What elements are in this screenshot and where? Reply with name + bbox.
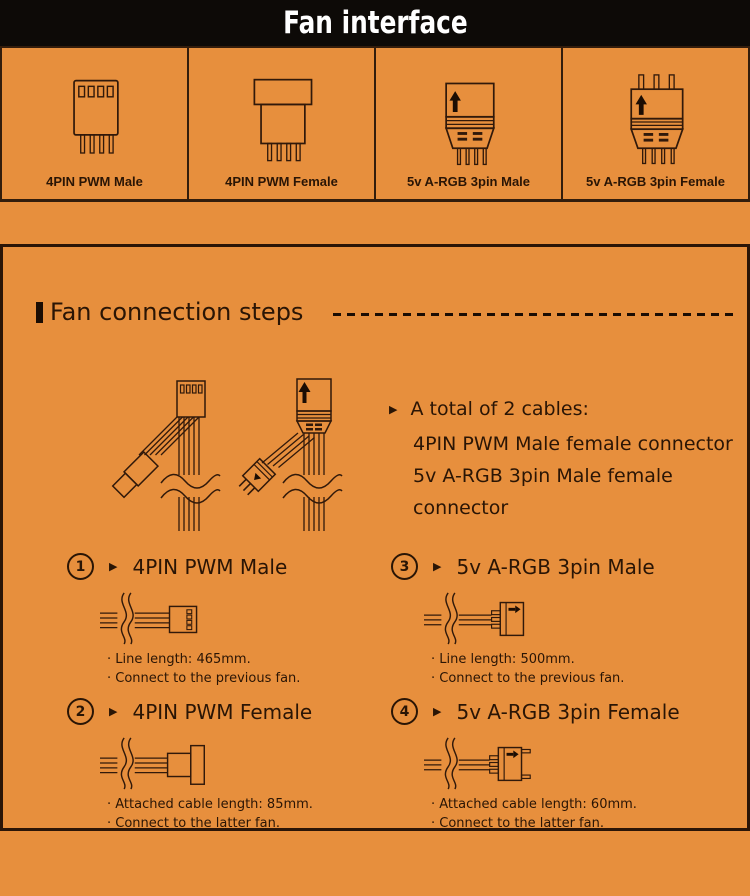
connector-row bbox=[0, 46, 750, 202]
pwm-female-connector-icon bbox=[238, 73, 326, 173]
step-note: · Connect to the latter fan. bbox=[431, 816, 604, 831]
step-note: · Connect to the previous fan. bbox=[431, 671, 625, 686]
argb-male-connector-icon bbox=[425, 73, 513, 173]
page-title: Fan interface bbox=[282, 5, 468, 41]
step-note: · Attached cable length: 60mm. bbox=[431, 797, 637, 812]
step-note: · Line length: 500mm. bbox=[431, 652, 575, 667]
triangle-bullet-icon: ▶ bbox=[389, 403, 398, 416]
step-note: · Attached cable length: 85mm. bbox=[107, 797, 313, 812]
step-number-badge: 1 bbox=[67, 553, 94, 580]
pwm-female-cable-drawing bbox=[97, 735, 215, 791]
fan-connection-steps-panel bbox=[0, 244, 750, 831]
summary-cable-1: 4PIN PWM Male female connector bbox=[413, 433, 733, 455]
step-title: 4PIN PWM Female bbox=[132, 699, 313, 724]
step-title: 4PIN PWM Male bbox=[132, 554, 288, 579]
step-title: 5v A-RGB 3pin Male bbox=[456, 554, 655, 579]
section-title-tick bbox=[36, 302, 43, 323]
steps-grid bbox=[67, 553, 713, 843]
step-note: · Connect to the previous fan. bbox=[107, 671, 301, 686]
step-argb-3pin-female bbox=[391, 698, 713, 843]
step-note: · Line length: 465mm. bbox=[107, 652, 251, 667]
connector-label: 4PIN PWM Male bbox=[46, 174, 143, 189]
step-number-badge: 3 bbox=[391, 553, 418, 580]
triangle-bullet-icon: ▶ bbox=[433, 560, 442, 573]
connector-label: 5v A-RGB 3pin Female bbox=[586, 174, 725, 189]
cable-summary bbox=[389, 393, 747, 524]
connector-label: 4PIN PWM Female bbox=[225, 174, 338, 189]
connector-label: 5v A-RGB 3pin Male bbox=[406, 174, 531, 189]
argb-female-connector-icon bbox=[612, 73, 700, 173]
section-title: Fan connection steps bbox=[50, 298, 304, 326]
pwm-male-cable-drawing bbox=[97, 590, 215, 646]
triangle-bullet-icon: ▶ bbox=[109, 560, 118, 573]
step-4pin-pwm-male bbox=[67, 553, 391, 698]
summary-heading: A total of 2 cables: bbox=[410, 398, 589, 420]
argb-male-cable-drawing bbox=[421, 590, 539, 646]
step-number-badge: 4 bbox=[391, 698, 418, 725]
pwm-male-connector-icon bbox=[51, 73, 139, 173]
connector-card-argb-male bbox=[376, 48, 563, 199]
step-argb-3pin-male bbox=[391, 553, 713, 698]
step-4pin-pwm-female bbox=[67, 698, 391, 843]
connector-card-pwm-male bbox=[2, 48, 189, 199]
header-banner bbox=[0, 0, 750, 46]
connector-card-argb-female bbox=[563, 48, 748, 199]
argb-female-cable-drawing bbox=[421, 735, 539, 791]
step-number-badge: 2 bbox=[67, 698, 94, 725]
connector-card-pwm-female bbox=[189, 48, 376, 199]
cables-diagram bbox=[97, 363, 357, 535]
section-header bbox=[36, 298, 737, 326]
triangle-bullet-icon: ▶ bbox=[109, 705, 118, 718]
dashed-rule bbox=[333, 313, 737, 316]
triangle-bullet-icon: ▶ bbox=[433, 705, 442, 718]
step-note: · Connect to the latter fan. bbox=[107, 816, 280, 831]
summary-cable-2: 5v A-RGB 3pin Male female connector bbox=[413, 465, 673, 519]
step-title: 5v A-RGB 3pin Female bbox=[456, 699, 680, 724]
